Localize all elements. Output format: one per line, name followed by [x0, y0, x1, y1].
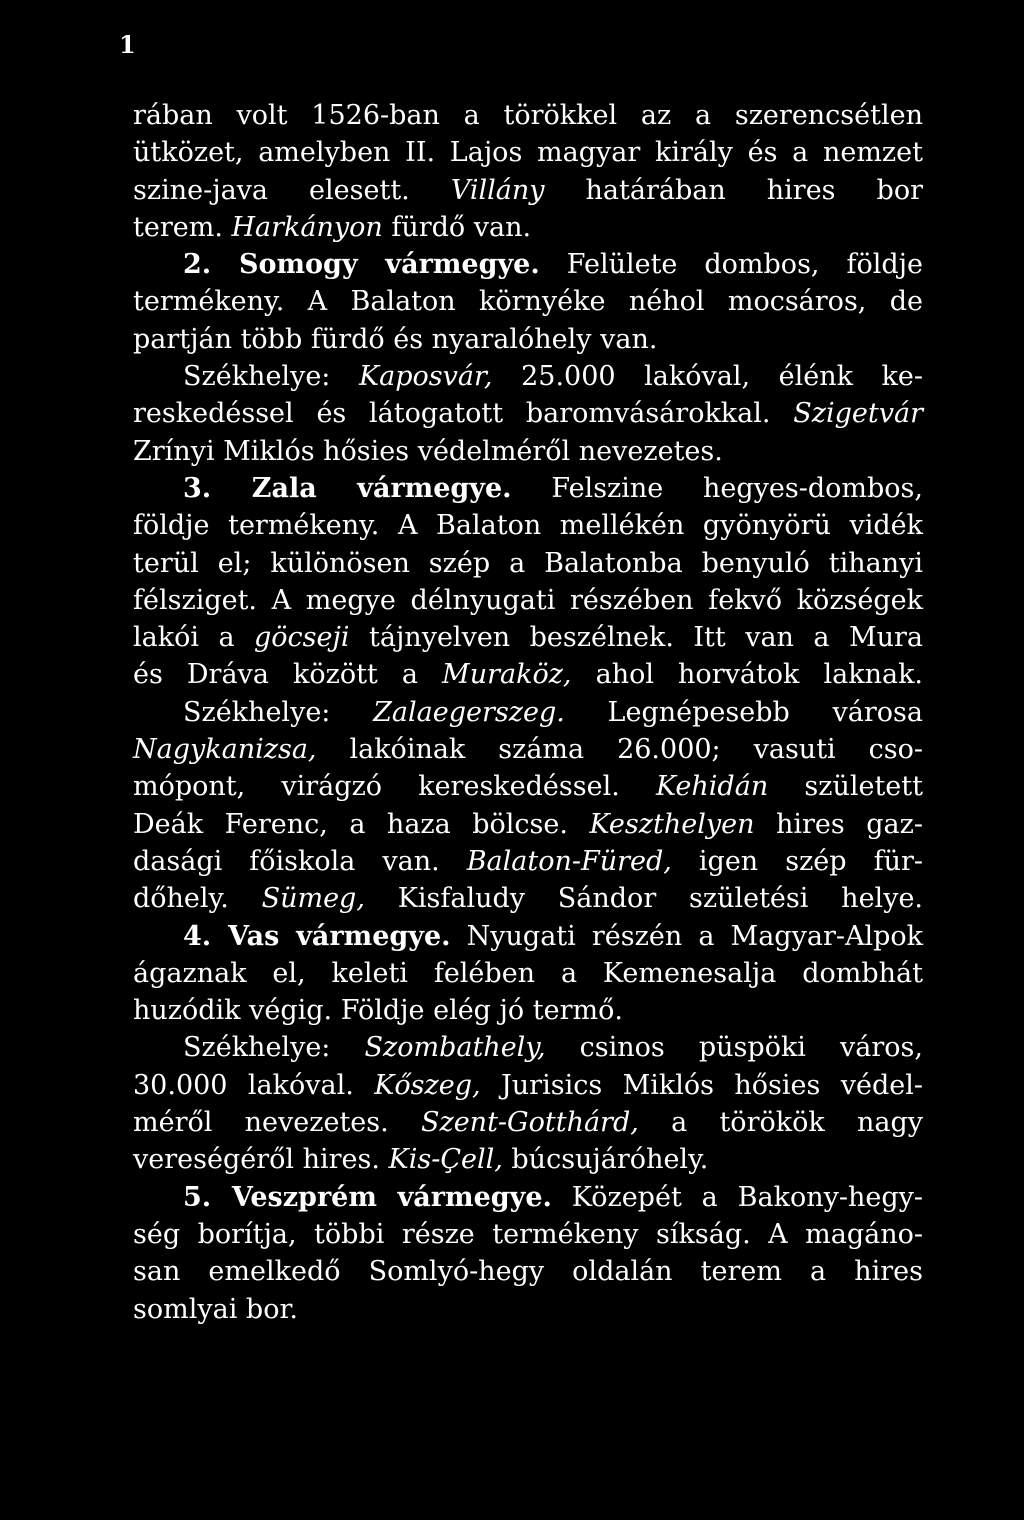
text-run: fürdő van.: [382, 211, 532, 243]
text-run: Deák Ferenc, a haza bölcse.: [133, 808, 590, 840]
text-run: partján több fürdő és nyaralóhely van.: [133, 323, 658, 355]
text-run: méről nevezetes.: [133, 1107, 421, 1139]
page-number: 1: [119, 30, 136, 59]
text-run: mópont, virágzó kereskedéssel.: [133, 771, 656, 803]
italic-place-name: Kehidán: [655, 771, 769, 803]
county-heading: 3. Zala vármegye.: [183, 472, 512, 504]
text-run: terem.: [133, 211, 232, 243]
text-run: terül el; különösen szép a Balatonba benyuló tihanyi: [133, 547, 923, 579]
text-run: huzódik végig. Földje elég jó termő.: [133, 995, 623, 1027]
text-run: 25.000 lakóval, élénk ke-: [492, 361, 923, 393]
text-run: búcsujáróhely.: [502, 1144, 709, 1176]
italic-place-name: Kaposvár,: [358, 361, 493, 393]
text-run: Nyugati részén a Magyar-Alpok: [450, 920, 924, 952]
text-run: csinos püspöki város,: [545, 1032, 923, 1064]
italic-place-name: Zalaegerszeg.: [373, 696, 565, 728]
text-run: ütközet, amelyben II. Lajos magyar király és a nemzet: [133, 137, 923, 169]
text-line: [133, 880, 923, 917]
text-line: [133, 470, 923, 507]
italic-place-name: Szombathely,: [364, 1032, 546, 1064]
text-line: [133, 656, 923, 693]
text-line: [133, 806, 923, 843]
text-run: határában hires bor: [544, 174, 924, 206]
italic-place-name: Szent-Gotthárd,: [420, 1107, 639, 1139]
text-run: hires gaz-: [754, 808, 923, 840]
text-run: san emelkedő Somlyó-hegy oldalán terem a hires: [133, 1256, 923, 1288]
text-run: tájnyelven beszélnek. Itt van a Mura: [349, 622, 924, 654]
text-run: szine-java elesett.: [133, 174, 451, 206]
text-line: [133, 1067, 923, 1104]
italic-place-name: Sümeg,: [261, 883, 365, 915]
italic-place-name: göcseji: [254, 622, 350, 654]
text-line: [133, 619, 923, 656]
text-line: [133, 358, 923, 395]
text-run: ahol horvátok laknak.: [571, 659, 924, 691]
text-run: ágaznak el, keleti felében a Kemenesalja dombhát: [133, 957, 923, 989]
text-line: [133, 172, 923, 209]
text-run: rában volt 1526-ban a törökkel az a szerencsétlen: [133, 100, 923, 131]
text-run: dőhely.: [133, 883, 262, 915]
text-run: Székhelye:: [183, 696, 374, 728]
text-line: [133, 1291, 923, 1328]
text-run: Kisfaludy Sándor születési helye.: [364, 883, 924, 915]
text-line: [133, 1179, 923, 1216]
text-run: született: [768, 771, 923, 803]
text-run: Jurisics Miklós hősies védel-: [480, 1069, 923, 1101]
text-run: Közepét a Bakony-hegy-: [551, 1181, 923, 1213]
text-run: lakói a: [133, 622, 255, 654]
text-run: Felülete dombos, földje: [539, 249, 923, 281]
text-line: [133, 433, 923, 470]
text-line: [133, 209, 923, 246]
text-run: somlyai bor.: [133, 1293, 298, 1325]
italic-place-name: Nagykanizsa,: [133, 734, 317, 766]
text-line: [133, 768, 923, 805]
county-heading: 5. Veszprém vármegye.: [183, 1181, 552, 1213]
text-line: [133, 955, 923, 992]
text-line: [133, 694, 923, 731]
text-line: [133, 1104, 923, 1141]
text-line: [133, 545, 923, 582]
text-line: [133, 1253, 923, 1290]
italic-place-name: Kőszeg,: [374, 1069, 481, 1101]
text-run: termékeny. A Balaton környéke néhol mocsáros, de: [133, 286, 923, 318]
italic-place-name: Muraköz,: [442, 659, 572, 691]
text-line: [133, 992, 923, 1029]
text-run: Zrínyi Miklós hősies védelméről nevezetes.: [133, 435, 723, 467]
text-line: [133, 283, 923, 320]
text-line: [133, 918, 923, 955]
text-line: [133, 1141, 923, 1178]
italic-place-name: Kis-Çell,: [388, 1144, 503, 1176]
text-run: igen szép für-: [671, 845, 923, 877]
italic-place-name: Harkányon: [231, 211, 383, 243]
body-text: [133, 97, 923, 1328]
text-run: vereségéről hires.: [133, 1144, 389, 1176]
text-line: [133, 1216, 923, 1253]
text-run: ség borítja, többi része termékeny síkság. A magáno-: [133, 1218, 923, 1250]
text-line: [133, 321, 923, 358]
italic-place-name: Szigetvár: [793, 398, 923, 430]
text-line: [133, 134, 923, 171]
text-line: [133, 246, 923, 283]
county-heading: 2. Somogy vármegye.: [183, 249, 540, 281]
text-line: [133, 843, 923, 880]
text-run: félsziget. A megye délnyugati részében fekvő községek: [133, 584, 923, 616]
text-line: [133, 731, 923, 768]
text-run: a törökök nagy: [638, 1107, 923, 1139]
text-run: 30.000 lakóval.: [133, 1069, 375, 1101]
text-line: [133, 1029, 923, 1066]
text-run: Székhelye:: [183, 361, 359, 393]
italic-place-name: Villány: [450, 174, 545, 206]
text-line: [133, 582, 923, 619]
text-line: [133, 97, 923, 134]
text-run: Székhelye:: [183, 1032, 365, 1064]
italic-place-name: Balaton-Füred,: [466, 845, 672, 877]
text-run: lakóinak száma 26.000; vasuti cso-: [316, 734, 923, 766]
text-run: és Dráva között a: [133, 659, 443, 691]
text-run: Felszine hegyes-dombos,: [511, 472, 923, 504]
text-run: reskedéssel és látogatott baromvásárokkal.: [133, 398, 794, 430]
italic-place-name: Keszthelyen: [589, 808, 755, 840]
text-line: [133, 395, 923, 432]
text-run: dasági főiskola van.: [133, 845, 467, 877]
text-run: földje termékeny. A Balaton mellékén gyönyörü vidék: [133, 510, 923, 542]
text-line: [133, 507, 923, 544]
county-heading: 4. Vas vármegye.: [183, 920, 451, 952]
text-run: Legnépesebb városa: [564, 696, 923, 728]
